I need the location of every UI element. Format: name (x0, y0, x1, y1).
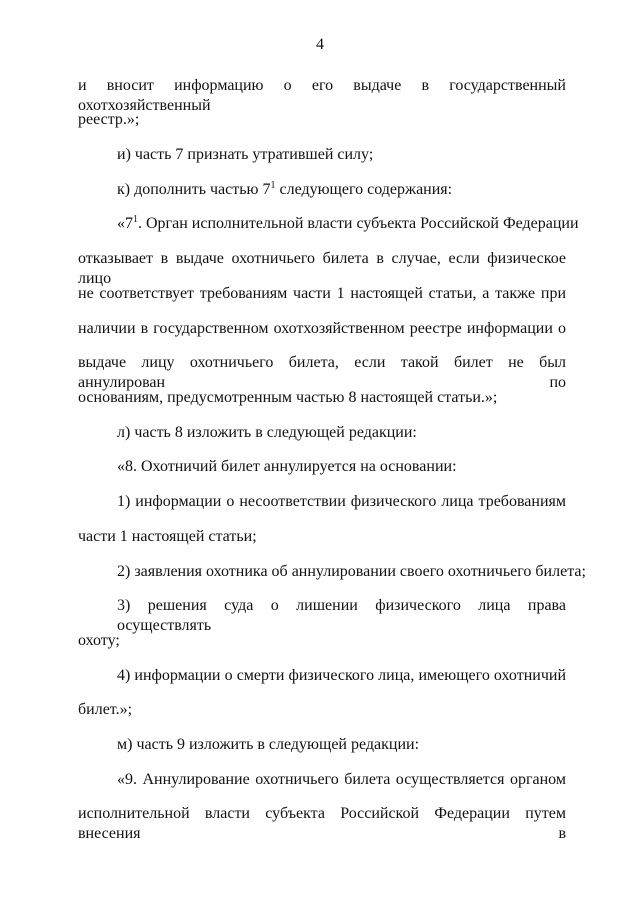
page-number: 4 (316, 36, 324, 53)
text-line: наличии в государственном охотхозяйственном реестре информации о (78, 320, 566, 337)
text-line: отказывает в выдаче охотничьего билета в случае, если физическое лицо (78, 250, 566, 287)
text-line: билет.»; (78, 701, 133, 718)
text-fragment: следующего содержания: (279, 181, 453, 198)
text-line: охоту; (78, 632, 120, 649)
text-line: 4) информации о смерти физического лица, имеющего охотничий (117, 667, 566, 684)
text-line: не соответствует требованиям части 1 настоящей статьи, а также при (78, 285, 566, 302)
text-line: выдаче лицу охотничьего билета, если такой билет не был аннулирован по (78, 354, 566, 391)
text-line (117, 214, 579, 234)
text-line (117, 180, 566, 200)
text-line: и вносит информацию о его выдаче в государственный охотхозяйственный (78, 77, 566, 114)
text-line: 2) заявления охотника об аннулировании своего охотничьего билета; (117, 563, 586, 580)
text-fragment: к) дополнить частью 7 (117, 181, 271, 198)
text-line: основаниям, предусмотренным частью 8 настоящей статьи.»; (78, 389, 498, 406)
text-line: 3) решения суда о лишении физического лица права осуществлять (117, 597, 566, 634)
text-line: м) часть 9 изложить в следующей редакции: (117, 736, 420, 753)
text-line: реестр.»; (78, 111, 140, 128)
text-fragment: . Орган исполнительной власти субъекта Российской Федерации (138, 215, 579, 232)
text-line: части 1 настоящей статьи; (78, 528, 257, 545)
text-line: исполнительной власти субъекта Российской Федерации путем внесения в (78, 805, 566, 842)
text-line: л) часть 8 изложить в следующей редакции: (117, 424, 417, 441)
text-line: «9. Аннулирование охотничьего билета осуществляется органом (117, 771, 566, 788)
text-line: 1) информации о несоответствии физического лица требованиям (117, 493, 566, 510)
superscript: 1 (133, 214, 138, 225)
text-line: и) часть 7 признать утратившей силу; (117, 146, 374, 163)
text-fragment: «7 (117, 215, 133, 232)
text-line: «8. Охотничий билет аннулируется на основании: (117, 458, 457, 475)
superscript: 1 (270, 180, 276, 191)
